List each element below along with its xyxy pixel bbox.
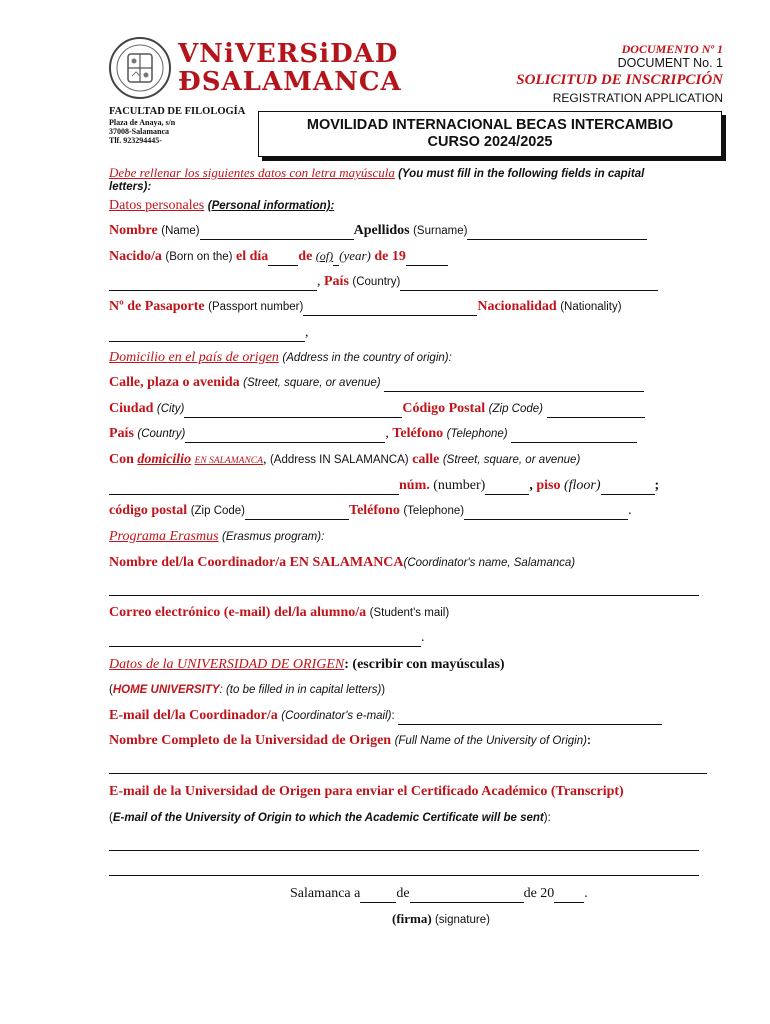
date-de-1: de <box>396 886 410 901</box>
transcript-hint: E-mail of the University of Origin to which the Academic Certificate will be sent <box>112 812 544 824</box>
sal-phone-label: Teléfono <box>349 503 400 518</box>
city-hint: (City) <box>156 403 185 415</box>
born-el-dia: el día <box>236 249 269 264</box>
surname-hint: (Surname) <box>413 225 468 237</box>
faculty-name: FACULTAD DE FILOLOGÍA <box>109 106 246 117</box>
faculty-address-2: 37008-Salamanca <box>109 127 169 136</box>
document-title-es: SOLICITUD DE INSCRIPCIÓN <box>516 72 723 88</box>
sal-calle-hint: (Street, square, or avenue) <box>442 454 581 466</box>
sal-number-field[interactable] <box>485 478 529 495</box>
birthplace-field[interactable] <box>109 274 317 291</box>
student-email-row <box>109 605 449 621</box>
born-country-label: País <box>324 274 349 289</box>
born-de-19: de 19 <box>374 249 406 264</box>
name-hint: (Name) <box>161 225 200 237</box>
signature-label: (signature) <box>434 914 490 926</box>
date-period: . <box>584 886 588 901</box>
banner-line-1: MOVILIDAD INTERNACIONAL BECAS INTERCAMBIO <box>306 117 674 133</box>
origin-heading-row <box>109 657 505 673</box>
intro-es: Debe rellenar los siguientes datos con letra mayúscula <box>109 165 395 180</box>
passport-label: Nº de Pasaporte <box>109 299 205 314</box>
signature-row <box>392 911 490 927</box>
nationality-field[interactable] <box>109 325 305 342</box>
place-date-row <box>290 886 588 903</box>
sal-phone-field[interactable] <box>464 503 628 520</box>
university-seal-icon <box>108 36 172 100</box>
born-country-row <box>109 274 658 291</box>
home-country-label: País <box>109 426 134 441</box>
university-logo-line2: ÐSALAMANCA <box>178 67 402 97</box>
home-university-row: (HOME UNIVERSITY: (to be filled in in capital letters)) <box>109 684 386 696</box>
student-email-label: Correo electrónico (e-mail) del/la alumno/a <box>109 605 367 620</box>
home-zip-label: Código Postal <box>402 401 486 416</box>
home-zip-field[interactable] <box>547 401 645 418</box>
transcript-hint-row: (E-mail of the University of Origin to which the Academic Certificate will be sent): <box>109 812 551 824</box>
sal-calle: calle <box>412 452 440 467</box>
banner-line-2: CURSO 2024/2025 <box>427 134 553 150</box>
home-university-label: HOME UNIVERSITY <box>112 684 220 696</box>
sal-num-hint: (number) <box>433 478 486 493</box>
student-email-line: . <box>109 630 425 647</box>
salamanca-number-row: núm. (number) , piso (floor) ; <box>109 478 659 495</box>
origin-fullname-field[interactable] <box>109 773 707 774</box>
born-of-hint: (of) <box>315 249 334 263</box>
origin-coord-email-field[interactable] <box>398 708 662 725</box>
transcript-field-2[interactable] <box>109 875 699 876</box>
date-day-field[interactable] <box>360 886 396 903</box>
origin-coord-email-hint: (Coordinator's e-mail) <box>281 710 392 722</box>
erasmus-coord-field[interactable] <box>109 595 699 596</box>
origin-coord-email-row: E-mail del/la Coordinador/a (Coordinator's e-mail): <box>109 708 662 725</box>
erasmus-heading: Programa Erasmus <box>109 529 219 544</box>
sal-domicilio: domicilio <box>137 452 192 467</box>
transcript-label: E-mail de la Universidad de Origen para enviar el Certificado Académico (Transcript) <box>109 784 624 799</box>
origin-fullname-hint: (Full Name of the University of Origin) <box>394 735 587 747</box>
nationality-hint: (Nationality) <box>560 301 622 313</box>
intro-en-2: letters): <box>109 181 152 193</box>
city-row <box>109 401 645 418</box>
origin-coord-email-label: E-mail del/la Coordinador/a <box>109 708 278 723</box>
origin-fullname-row: Nombre Completo de la Universidad de Origen (Full Name of the University of Origin): <box>109 733 591 748</box>
home-address-heading: Domicilio en el país de origen <box>109 350 279 365</box>
street-field[interactable] <box>384 375 644 392</box>
surname-field[interactable] <box>467 223 647 240</box>
born-hint: (Born on the) <box>165 251 233 263</box>
home-address-heading-en: (Address in the country of origin): <box>282 352 452 364</box>
born-row <box>109 248 448 266</box>
erasmus-coord-row <box>109 555 575 571</box>
nationality-label: Nacionalidad <box>477 299 557 314</box>
sal-floor-hint: (floor) <box>563 478 601 493</box>
nationality-row <box>109 325 309 342</box>
origin-heading-rest: : (escribir con mayúsculas) <box>344 657 505 672</box>
student-email-hint: (Student's mail) <box>369 607 450 619</box>
sal-en-salamanca: EN SALAMANCA <box>194 456 263 466</box>
comma: , <box>305 325 309 340</box>
student-email-field[interactable] <box>109 630 421 647</box>
born-day-field[interactable] <box>268 249 298 266</box>
born-de: de <box>298 249 313 264</box>
date-year-field[interactable] <box>554 886 584 903</box>
sal-hint: (Address IN SALAMANCA) <box>269 454 409 466</box>
sal-zip-field[interactable] <box>245 503 349 520</box>
sal-num: núm. <box>399 478 430 493</box>
date-month-field[interactable] <box>410 886 524 903</box>
transcript-field-1[interactable] <box>109 850 699 851</box>
erasmus-heading-en: (Erasmus program): <box>222 531 325 543</box>
born-label: Nacido/a <box>109 249 162 264</box>
place-label: Salamanca a <box>290 886 361 901</box>
intro-line <box>109 165 644 181</box>
document-title-en: REGISTRATION APPLICATION <box>552 91 723 105</box>
passport-row <box>109 299 622 316</box>
home-phone-label: Teléfono <box>392 426 444 441</box>
name-field[interactable] <box>200 223 354 240</box>
surname-label: Apellidos <box>353 223 410 238</box>
street-label: Calle, plaza o avenida <box>109 375 240 390</box>
born-year-hint: (year) <box>339 248 371 263</box>
city-label: Ciudad <box>109 401 154 416</box>
personal-heading: Datos personales <box>109 198 205 213</box>
home-phone-hint: (Telephone) <box>446 428 508 440</box>
personal-heading-row <box>109 198 334 214</box>
sal-con: Con <box>109 452 134 467</box>
university-logo-line1: VNiVERSiDAD <box>178 39 399 69</box>
passport-field[interactable] <box>303 299 477 316</box>
home-country-hint: (Country) <box>137 428 186 440</box>
sal-phone-hint: (Telephone) <box>403 505 465 517</box>
faculty-phone: Tlf. 923294445- <box>109 136 162 145</box>
program-banner <box>258 111 722 157</box>
born-country-hint: (Country) <box>352 276 401 288</box>
home-country-row: País (Country) , Teléfono (Telephone) <box>109 426 637 443</box>
street-row <box>109 375 644 392</box>
name-row <box>109 223 647 240</box>
salamanca-address-row: Con domicilio EN SALAMANCA, (Address IN SALAMANCA) calle (Street, square, or avenue) <box>109 452 581 467</box>
erasmus-coord-hint: (Coordinator's name, Salamanca) <box>403 557 576 569</box>
origin-heading: Datos de la UNIVERSIDAD DE ORIGEN <box>109 657 345 672</box>
erasmus-heading-row <box>109 529 324 545</box>
home-zip-hint: (Zip Code) <box>488 403 543 415</box>
faculty-address-1: Plaza de Anaya, s/n <box>109 118 176 127</box>
sal-piso: piso <box>536 478 561 493</box>
salamanca-zip-row: código postal (Zip Code) Teléfono (Telephone) . <box>109 503 632 518</box>
street-hint: (Street, square, or avenue) <box>243 377 381 389</box>
sal-floor-field[interactable] <box>601 478 655 495</box>
sal-zip-label: código postal <box>109 503 188 518</box>
firma-label: (firma) <box>392 911 432 926</box>
city-field[interactable] <box>184 401 402 418</box>
date-de-2: de 20 <box>523 886 555 901</box>
erasmus-coord-label: Nombre del/la Coordinador/a EN SALAMANCA <box>109 555 404 570</box>
born-year-field[interactable] <box>406 249 448 266</box>
home-university-rest: : (to be filled in in capital letters) <box>219 684 382 696</box>
home-country-field[interactable] <box>185 426 385 443</box>
personal-heading-en: (Personal information): <box>207 200 335 212</box>
born-country-field[interactable] <box>400 274 658 291</box>
sal-zip-hint: (Zip Code) <box>190 505 246 517</box>
transcript-row <box>109 784 624 800</box>
sal-street-field[interactable] <box>109 478 399 495</box>
intro-en-1: (You must fill in the following fields in capital <box>398 168 645 180</box>
document-number-es: DOCUMENTO Nº 1 <box>621 42 723 56</box>
home-phone-field[interactable] <box>511 426 637 443</box>
document-number-en: DOCUMENT No. 1 <box>617 56 723 70</box>
comma: , <box>317 274 321 289</box>
passport-hint: (Passport number) <box>208 301 304 313</box>
home-address-heading-row <box>109 350 452 366</box>
name-label: Nombre <box>109 223 158 238</box>
origin-fullname-label: Nombre Completo de la Universidad de Origen <box>109 733 392 748</box>
